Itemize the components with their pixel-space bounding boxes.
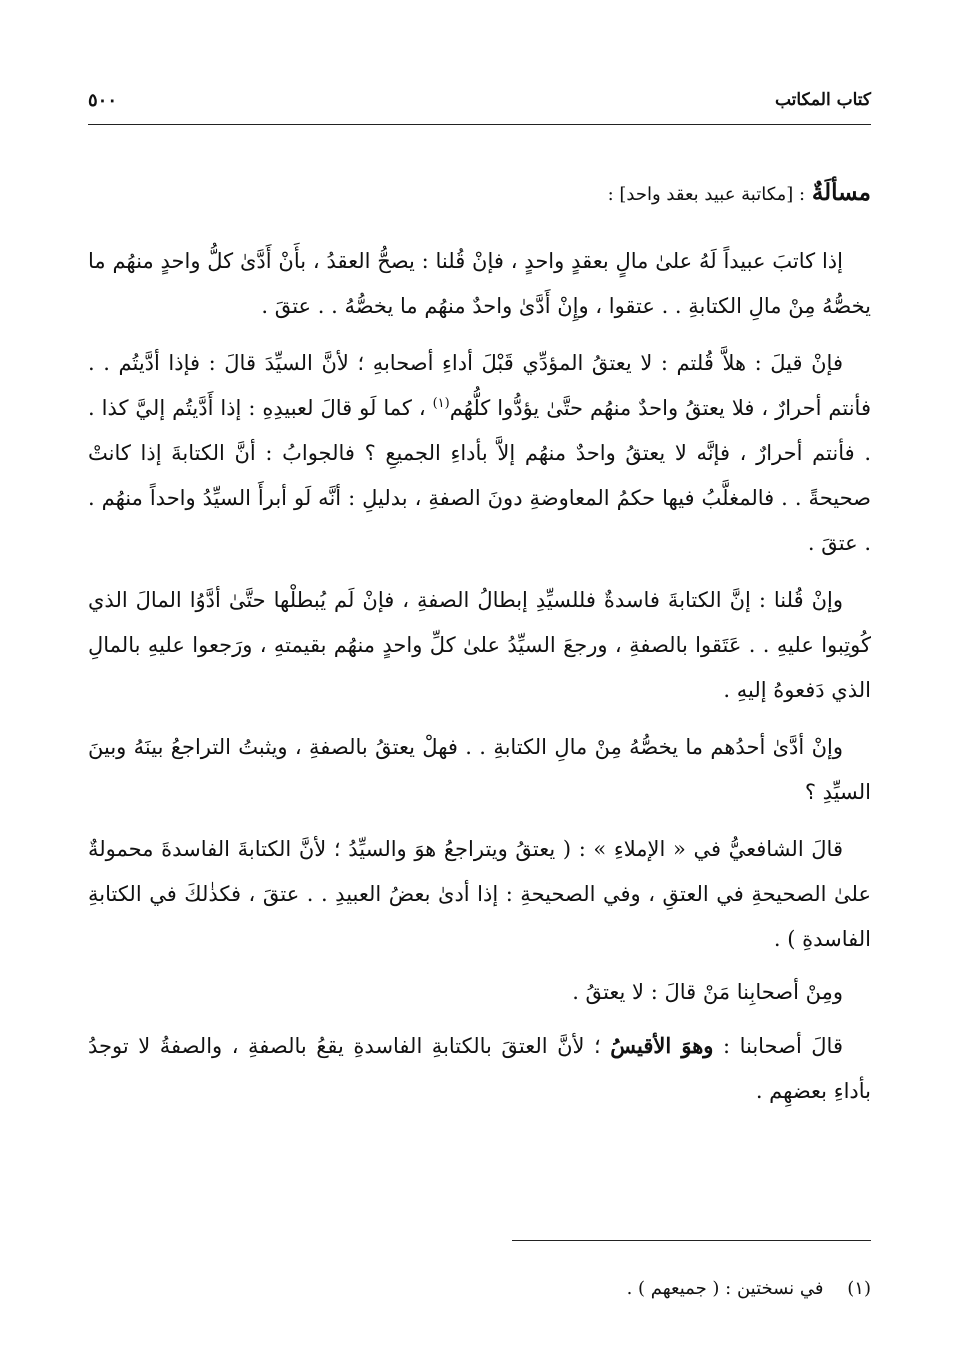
footnote bbox=[88, 1274, 871, 1304]
preferred-opinion: وهوَ الأقيسُ bbox=[610, 1033, 714, 1058]
paragraph-3: وإنْ قُلنا : إنَّ الكتابةَ فاسدةٌ فللسيِّدِ إبطالُ الصفةِ ، فإنْ لَم يُبطلْها حتَّىٰ أدَّوُا المالَ الذي كُوتِبوا عليهِ . . عَتَقوا بالصفةِ ، ورجعَ السيِّدُ علىٰ كلِّ واحدٍ منهُم بقيمتهِ ، ورَجعوا عليهِ بالمالِ الذي دَفعوهُ إليهِ . bbox=[88, 588, 872, 702]
footnote-number: (١) bbox=[847, 1278, 871, 1299]
page-header bbox=[88, 84, 871, 125]
paragraph-2 bbox=[88, 341, 871, 566]
paragraph-7 bbox=[88, 1023, 871, 1114]
paragraph-4: وإنْ أدَّىٰ أحدُهم ما يخصُّهُ مِنْ مالِ الكتابةِ . . فهلْ يعتقُ بالصفةِ ، ويثبتُ التراجعُ بينَهُ وبينَ السيِّدِ ؟ bbox=[88, 735, 871, 804]
paragraph-6: ومِنْ أصحابِنا مَنْ قالَ : لا يعتقُ . bbox=[572, 980, 843, 1004]
issue-topic: : [مكاتبة عبيد بعقد واحد] : bbox=[607, 184, 806, 205]
paragraph-7-part-a: قالَ أصحابنا : bbox=[722, 1034, 843, 1058]
footnote-marker[interactable]: (١) bbox=[432, 396, 450, 411]
paragraph-2-part-a: فإنْ قيلَ : هلاَّ قُلتم : لا يعتقُ المؤدِّي قَبْلَ أداءِ أصحابهِ ؛ لأنَّ السيِّدَ قالَ : فإذا أدَّيتُم . . فأنتم أحرارٌ ، فلا يعتقُ واحدٌ منهُم حتَّىٰ يؤدُّوا كلُّهُم bbox=[88, 351, 871, 420]
paragraph-5: قالَ الشافعيُّ في « الإملاءِ » : ( يعتقُ ويتراجعُ هوَ والسيِّدُ ؛ لأنَّ الكتابةَ الفاسدةَ محمولةٌ علىٰ الصحيحةِ في العتقِ ، وفي الصحيحةِ : إذا أدىٰ بعضُ العبيدِ . . عتقَ ، فكذٰلكَ في الكتابةِ الفاسدةِ ) . bbox=[88, 837, 871, 951]
issue-heading bbox=[88, 170, 871, 217]
footnote-text: في نسختين : ( جميعهم ) . bbox=[626, 1278, 824, 1299]
paragraph-7-part-b: ؛ لأنَّ العتقَ بالكتابةِ الفاسدةِ يقعُ بالصفةِ ، والصفةُ لا توجدُ بأداءِ بعضهِم . bbox=[88, 1034, 871, 1103]
issue-label: مسألَةٌ bbox=[811, 179, 871, 206]
paragraph-1: إذا كاتبَ عبيداً لَهُ علىٰ مالٍ بعقدٍ واحدٍ ، فإنْ قُلنا : يصحُّ العقدُ ، بأَنْ أَدَّىٰ كلُّ واحدٍ منهُم ما يخصُّهُ مِنْ مالِ الكتابةِ . . عتقوا ، وإِنْ أَدَّىٰ واحدٌ منهُم ما يخصُّهُ . . عتقَ . bbox=[88, 249, 871, 318]
footnote-divider bbox=[512, 1240, 871, 1241]
running-title: كتاب المكاتب bbox=[774, 90, 871, 110]
page-number: ٥٠٠ bbox=[88, 90, 118, 111]
paragraph-2-part-b: ، كما لَو قالَ لعبيدِهِ : إذا أَدَّيتُم إليَّ كذا . . فأنتم أحرارٌ ، فإنَّه لا يعتقُ واحدٌ منهُم إلاَّ بأداءِ الجميعِ ؟ فالجوابُ : أنَّ الكتابةَ إذا كانتْ صحيحةً . . فالمغلَّبُ فيها حكمُ المعاوضةِ دونَ الصفةِ ، بدليلِ : أنَّه لَو أبرأَ السيِّدُ واحداً منهُم . . عتقَ . bbox=[88, 396, 871, 555]
main-text bbox=[88, 170, 871, 1126]
